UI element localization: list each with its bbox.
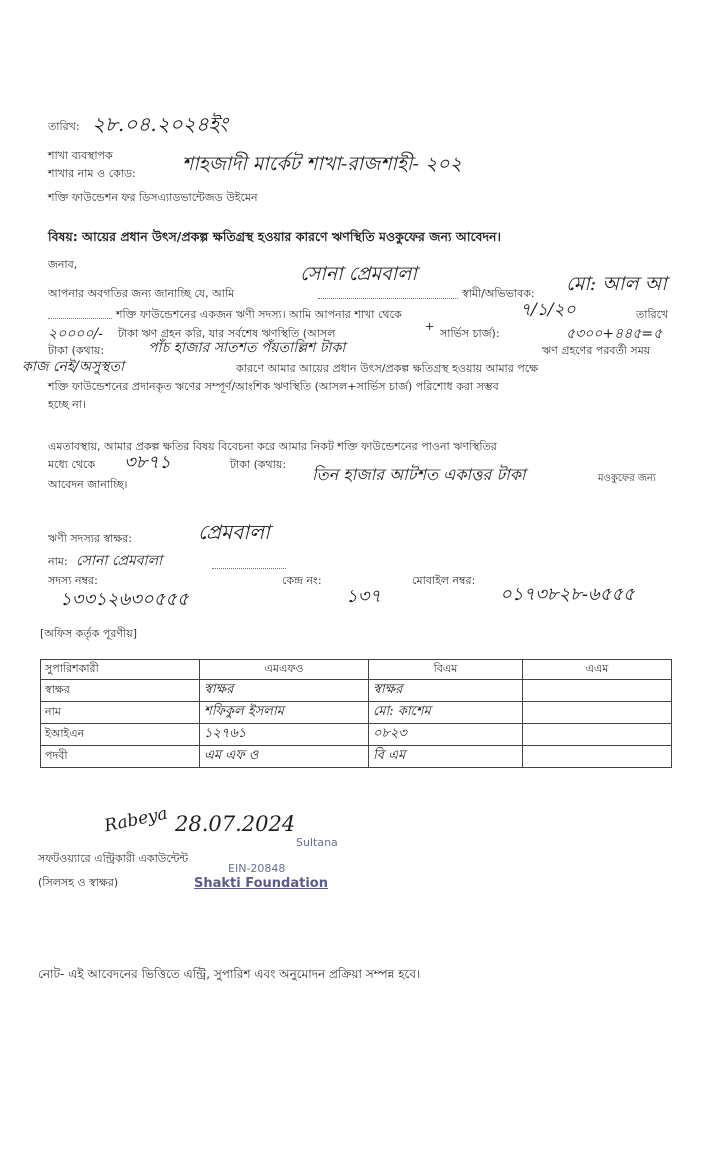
mfo-cell: এম এফ ও — [200, 746, 369, 768]
mobile-hw: ০১৭৩৮২৮-৬৫৫৫ — [500, 584, 635, 605]
am-cell — [523, 702, 672, 724]
office-note: [অফিস কর্তৃক পূরণীয়] — [40, 627, 137, 640]
p2-waiver-label: মওকুফের জন্য — [598, 473, 656, 484]
table-header-cell: এমএফও — [200, 660, 369, 680]
applicant-name-hw: সোনা প্রেমবালা — [300, 263, 417, 285]
center-hw: ১৩৭ — [346, 586, 382, 607]
p2-end: আবেদন জানাচ্ছি। — [48, 478, 128, 491]
p2-taka-label: টাকা (কথায়: — [230, 458, 287, 471]
bm-cell: স্বাক্ষর — [369, 680, 523, 702]
subject-line: বিষয়: আয়ের প্রধান উৎস/প্রকল্প ক্ষতিগ্রস্থ হওয়ার কারণে ঋণস্থিতি মওকুফের জন্য আবেদন। — [48, 229, 501, 244]
after-loan-text: ঋণ গ্রহণের পরবর্তী সময় — [542, 344, 651, 357]
cause-hw: কাজ নেই/অসুস্থতা — [22, 359, 125, 375]
accountant-role: সফটওয়্যারে এন্ট্রিকারী একাউন্টেন্ট — [38, 852, 189, 865]
member-no-label: সদস্য নম্বর: — [48, 574, 98, 587]
bm-cell: ০৮২৩ — [369, 724, 523, 746]
am-cell — [523, 724, 672, 746]
mfo-cell: শফিকুল ইসলাম — [200, 702, 369, 724]
in-words-label: টাকা (কথায়: — [48, 344, 105, 357]
office-table — [40, 659, 672, 768]
waiver-words-hw: তিন হাজার আটশত একাত্তর টাকা — [312, 465, 526, 484]
guardian-label: স্বামী/অভিভাবক: — [462, 287, 535, 300]
table-header-row — [41, 660, 672, 680]
p1-member-text: শক্তি ফাউন্ডেশনের একজন ঋণী সদস্য। আমি আপনার শাখা থেকে — [116, 308, 402, 321]
salutation: জনাব, — [48, 258, 78, 271]
p1-cause-text: কারণে আমার আয়ের প্রধান উৎস/প্রকল্প ক্ষতিগ্রস্থ হওয়ায় আমার পক্ষে — [236, 362, 539, 375]
stamp-org: Shakti Foundation — [194, 876, 328, 891]
row-label: ইআইএন — [41, 724, 200, 746]
loan-amount-hw: ২০০০০/- — [48, 326, 103, 342]
row-label: পদবী — [41, 746, 200, 768]
p1-end-text: হচ্ছে না। — [48, 398, 86, 411]
p2-intro: এমতাবস্থায়, আমার প্রকল্প ক্ষতির বিষয় বিবেচনা করে আমার নিকট শক্তি ফাউন্ডেশনের পাওনা ঋণস্থিতির — [48, 440, 497, 453]
member-name-hw: সোনা প্রেমবালা — [76, 553, 163, 569]
stamp-name: Sultana — [296, 836, 338, 849]
branch-name-label: শাখার নাম ও কোড: — [48, 167, 136, 180]
p2-from-label: মধ্যে থেকে — [48, 458, 96, 471]
loan-date-hw: ৭/১/২০ — [520, 300, 576, 320]
table-row — [41, 702, 672, 724]
table-row — [41, 746, 672, 768]
p1-repay-text: শক্তি ফাউন্ডেশনের প্রদানকৃত ঋণের সম্পূর্ণ/আংশিক ঋণস্থিতি (আসল+সার্ভিস চার্জ) পরিশোধ করা সম্ভব — [48, 380, 499, 393]
balance-words-hw: পাঁচ হাজার সাতশত পঁয়তাল্লিশ টাকা — [148, 340, 346, 356]
branch-name-value: শাহজাদী মার্কেট শাখা-রাজশাহী- ২০২ — [182, 153, 462, 175]
date-suffix: তারিখে — [636, 308, 669, 321]
accountant-signature-hw: Rabeya — [102, 803, 170, 837]
center-label: কেন্দ্র নং: — [282, 574, 322, 587]
row-label: নাম — [41, 702, 200, 724]
member-sign-label: ঋণী সদস্যর স্বাক্ষর: — [48, 532, 132, 545]
branch-manager-label: শাখা ব্যবস্থাপক — [48, 149, 113, 162]
member-blank — [48, 318, 112, 319]
member-signature-hw: প্রেমবালা — [198, 520, 270, 544]
accountant-date-hw: 28.07.2024 — [175, 812, 296, 836]
member-no-hw: ১৩৩১২৬৩০৫৫৫ — [60, 589, 189, 610]
guardian-hw: মো: আল আ — [566, 273, 667, 295]
stamp-ein: EIN-20848 — [228, 862, 286, 875]
name-label: নাম: — [48, 555, 68, 568]
date-value: ২৮.০৪.২০২৪ইং — [92, 112, 228, 136]
table-row — [41, 680, 672, 702]
p1-intro: আপনার অবগতির জন্য জানাচ্ছি যে, আমি — [48, 287, 235, 300]
plus-mark-hw: + — [425, 320, 435, 333]
am-cell — [523, 680, 672, 702]
mfo-cell: স্বাক্ষর — [200, 680, 369, 702]
p1-loan-text: টাকা ঋণ গ্রহন করি, যার সর্বশেষ ঋণস্থিতি (আসল — [118, 327, 336, 340]
table-header-cell: সুপারিশকারী — [41, 660, 200, 680]
mobile-label: মোবাইল নম্বর: — [412, 574, 476, 587]
footer-note: নোট- এই আবেদনের ভিত্তিতে এন্ট্রি, সুপারিশ এবং অনুমোদন প্রক্রিয়া সম্পন্ন হবে। — [38, 967, 421, 981]
date-label: তারিখ: — [48, 120, 80, 133]
bm-cell: বি এম — [369, 746, 523, 768]
org-line: শক্তি ফাউন্ডেশন ফর ডিসএ্যাডভান্টেজড উইমেন — [48, 191, 258, 204]
row-label: স্বাক্ষর — [41, 680, 200, 702]
name-blank — [318, 298, 458, 299]
mfo-cell: ১২৭৬১ — [200, 724, 369, 746]
table-row — [41, 724, 672, 746]
am-cell — [523, 746, 672, 768]
table-header-cell: বিএম — [369, 660, 523, 680]
waiver-amount-hw: ৩৮৭১ — [124, 452, 171, 473]
seal-note: (সিলসহ ও স্বাক্ষর) — [38, 876, 119, 889]
name-dots — [212, 568, 286, 569]
bm-cell: মো: কাশেম — [369, 702, 523, 724]
service-charge-label: সার্ভিস চার্জ): — [440, 327, 500, 340]
table-header-cell: এএম — [523, 660, 672, 680]
balance-hw: ৫৩০০+৪৪৫=৫ — [566, 326, 663, 342]
